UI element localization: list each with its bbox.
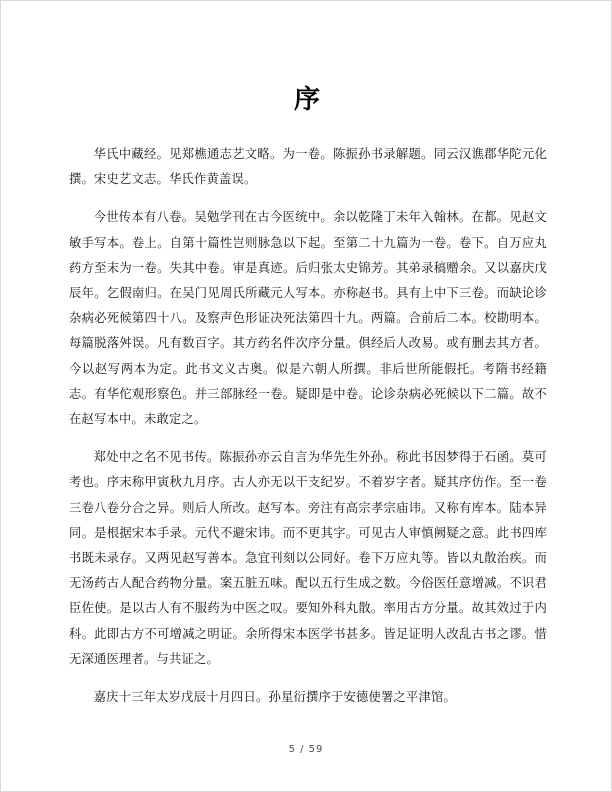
- page-number-indicator: 5 / 59: [288, 744, 324, 755]
- page-content: [69, 55, 547, 710]
- paragraph-2: 今世传本有八卷。吴勉学刊在古今医统中。余以乾隆丁未年入翰林。在都。见赵文敏手写本。卷上。自第十篇性岂则脉急以下起。至第二十九篇为一卷。卷下。自万应丸药方至末为一卷。失其中卷。审是真迹。后归张太史锦芳。其弟录稿赠余。又以嘉庆戊辰年。乞假南归。在吴门见周氏所藏元人写本。亦称赵书。具有上中下三卷。而缺论诊杂病必死候第四十八。及察声色形证决死法第四十九。两篇。合前后二本。校勘明本。每篇脱落舛误。凡有数百字。其方药名件次序分量。俱经后人改易。或有删去其方者。今以赵写两本为定。此书文义古奥。似是六朝人所撰。非后世所能假托。考隋书经籍志。有华佗观形察色。并三部脉经一卷。疑即是中卷。论诊杂病必死候以下二篇。故不在赵写本中。未敢定之。: [69, 210, 547, 427]
- page-title: 序: [293, 85, 322, 115]
- paragraph-4: 嘉庆十三年太岁戊辰十月四日。孙星衍撰序于安德使署之平津馆。: [93, 690, 457, 705]
- paragraph-1: 华氏中藏经。见郑樵通志艺文略。为一卷。陈振孙书录解题。同云汉谯郡华陀元化撰。宋史艺文志。华氏作黄盖误。: [69, 147, 547, 187]
- paragraph-3: 郑处中之名不见书传。陈振孙亦云自言为华先生外孙。称此书因梦得于石函。莫可考也。序末称甲寅秋九月序。古人亦无以干支纪岁。不着岁字者。疑其序仿作。至一卷三卷八卷分合之异。则后人所改。赵写本。旁注有高宗孝宗庙讳。又称有库本。陆本异同。是根据宋本手录。元代不避宋讳。而不更其字。可见古人审慎阙疑之意。此书四库书既未录存。又两见赵写善本。急宜刊刻以公同好。卷下万应丸等。皆以丸散治疾。而无汤药古人配合药物分量。案五脏五味。配以五行生成之数。今俗医任意增减。不识君臣佐使。是以古人有不服药为中医之叹。要知外科丸散。率用古方分量。故其效过于内科。此即古方不可增减之明证。余所得宋本医学书甚多。皆足证明人改乱古书之谬。惜无深通医理者。与共证之。: [69, 450, 547, 666]
